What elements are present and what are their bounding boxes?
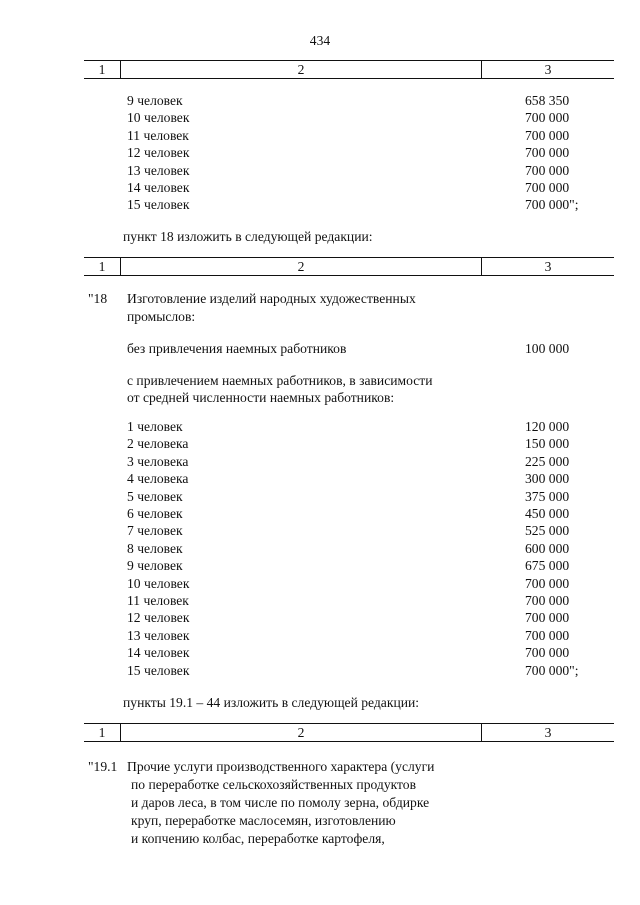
- table-row: [0, 470, 640, 487]
- table-row: [0, 505, 640, 522]
- table-row: [0, 522, 640, 539]
- row-value: 700 000: [525, 145, 570, 161]
- row-label: 14 человек: [127, 180, 190, 195]
- item-18-title-line-1: Изготовление изделий народных художественных: [127, 291, 416, 306]
- row-value: 700 000: [525, 162, 570, 178]
- row-label: 8 человек: [127, 540, 183, 556]
- header-col-2: 2: [121, 61, 482, 78]
- table-row: [0, 627, 640, 644]
- row-value: 700 000";: [525, 197, 579, 213]
- header-col-1: 1: [84, 258, 121, 275]
- header-col-1: 1: [84, 61, 121, 78]
- table-row: [0, 162, 640, 179]
- page-number: 434: [309, 33, 331, 48]
- header-col-2: 2: [121, 724, 482, 741]
- table-row: [0, 144, 640, 161]
- header-col-3: 3: [544, 62, 552, 77]
- row-label: 10 человек: [127, 110, 190, 126]
- row-value: 675 000: [525, 558, 570, 574]
- row-label: 5 человек: [127, 488, 183, 504]
- row-label: 11 человек: [127, 593, 189, 608]
- table-row: [0, 196, 640, 213]
- table-header: [84, 257, 614, 276]
- header-col-1: 1: [84, 724, 121, 741]
- table-row: [0, 127, 640, 144]
- row-value: 700 000: [525, 127, 570, 143]
- row-value: 225 000: [525, 453, 570, 469]
- item-18-number: "18: [88, 291, 108, 306]
- row-label: 10 человек: [127, 575, 190, 591]
- row-label: 11 человек: [127, 127, 189, 143]
- row-value: 120 000: [525, 419, 570, 434]
- row-value: 700 000: [525, 575, 570, 591]
- table-row: [0, 92, 640, 109]
- row-label: 9 человек: [127, 558, 183, 574]
- item-19-1-line: по переработке сельскохозяйственных продуктов: [131, 777, 417, 792]
- table-row: [0, 109, 640, 126]
- row-label: 2 человека: [127, 436, 189, 452]
- row-label: 13 человек: [127, 162, 190, 178]
- item-19-1-line: и копчению колбас, переработке картофеля,: [131, 831, 385, 846]
- header-col-3: 3: [544, 259, 552, 274]
- table-header: [84, 723, 614, 742]
- table-row: [0, 662, 640, 679]
- row-label: 15 человек: [127, 662, 190, 678]
- row-label: 4 человека: [127, 471, 189, 487]
- row-label: 3 человека: [127, 453, 189, 469]
- table-row: [0, 540, 640, 557]
- table-row: [0, 644, 640, 661]
- row-label: 13 человек: [127, 627, 190, 643]
- row-value: 700 000: [525, 180, 570, 195]
- item-19-1-line: Прочие услуги производственного характера (услуги: [127, 759, 435, 774]
- row-label: 15 человек: [127, 197, 190, 213]
- row-value: 600 000: [525, 540, 570, 556]
- table-row: [0, 435, 640, 452]
- table-row: [0, 557, 640, 574]
- row-label: 9 человек: [127, 93, 183, 108]
- item-18-title-line-2: промыслов:: [127, 309, 196, 324]
- row-value: 700 000: [525, 627, 570, 643]
- row-value: 150 000: [525, 436, 570, 452]
- without-hired-label: без привлечения наемных работников: [127, 341, 347, 356]
- table-row: [0, 592, 640, 609]
- row-value: 700 000: [525, 593, 570, 608]
- row-value: 658 350: [525, 93, 570, 108]
- row-label: 7 человек: [127, 523, 183, 539]
- row-label: 1 человек: [127, 419, 183, 434]
- table-row: [0, 179, 640, 196]
- row-value: 450 000: [525, 506, 570, 521]
- without-hired-value: 100 000: [525, 341, 570, 356]
- with-hired-line-1: с привлечением наемных работников, в зависимости: [127, 373, 433, 388]
- row-label: 12 человек: [127, 145, 190, 161]
- with-hired-line-2: от средней численности наемных работников:: [127, 390, 395, 405]
- header-col-2: 2: [121, 258, 482, 275]
- row-value: 525 000: [525, 523, 570, 539]
- row-value: 375 000: [525, 488, 570, 504]
- instruction-item-18: пункт 18 изложить в следующей редакции:: [123, 229, 373, 244]
- item-19-1-number: "19.1: [88, 759, 118, 774]
- instruction-items-19-44: пункты 19.1 – 44 изложить в следующей редакции:: [123, 695, 420, 710]
- row-value: 300 000: [525, 471, 570, 487]
- row-value: 700 000: [525, 110, 570, 126]
- row-label: 14 человек: [127, 645, 190, 661]
- table-row: [0, 453, 640, 470]
- row-value: 700 000: [525, 610, 570, 626]
- item-19-1-line: круп, переработке маслосемян, изготовлению: [131, 813, 396, 828]
- header-col-3: 3: [544, 725, 552, 740]
- table-row: [0, 418, 640, 435]
- table-row: [0, 609, 640, 626]
- table-header: [84, 60, 614, 79]
- row-label: 6 человек: [127, 506, 183, 521]
- row-value: 700 000";: [525, 662, 579, 678]
- table-row: [0, 575, 640, 592]
- table-row: [0, 488, 640, 505]
- row-label: 12 человек: [127, 610, 190, 626]
- item-19-1-line: и даров леса, в том числе по помолу зерна, обдирке: [131, 795, 430, 810]
- row-value: 700 000: [525, 645, 570, 661]
